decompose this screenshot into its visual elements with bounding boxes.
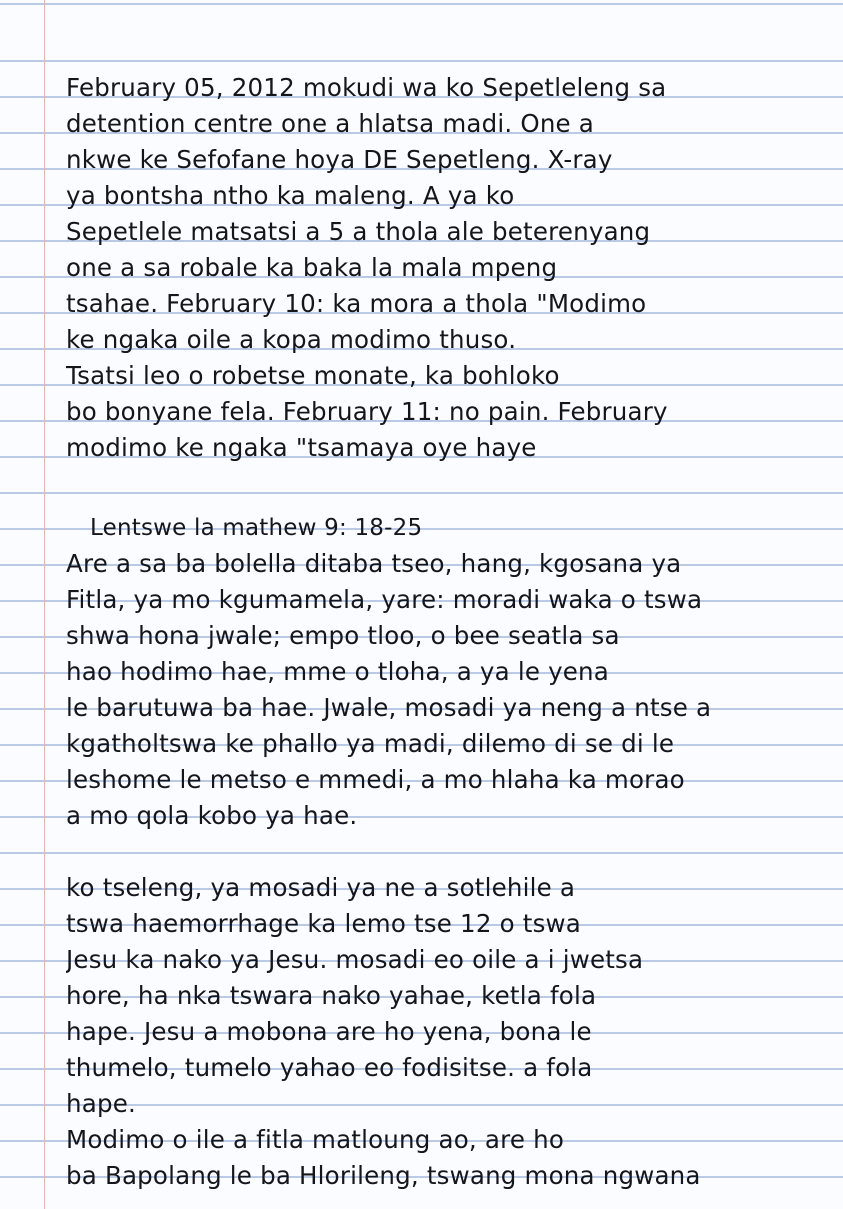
text-line: hape. Jesu a mobona are ho yena, bona le xyxy=(66,1017,592,1046)
margin-line xyxy=(44,0,45,1209)
closing-section xyxy=(66,1122,826,1194)
text-line: tsahae. February 10: ka mora a thola "Modimo xyxy=(66,289,647,318)
text-line: shwa hona jwale; empo tloo, o bee seatla sa xyxy=(66,621,620,650)
text-line: kgatholtswa ke phallo ya madi, dilemo di se di le xyxy=(66,729,675,758)
text-line: Fitla, ya mo kgumamela, yare: moradi waka o tswa xyxy=(66,585,703,614)
spacer xyxy=(66,466,826,488)
text-line: modimo ke ngaka "tsamaya oye haye xyxy=(66,433,537,462)
text-line: nkwe ke Sefofane hoya DE Sepetleng. X-ray xyxy=(66,145,613,174)
story-section xyxy=(66,870,826,1122)
text-line: Jesu ka nako ya Jesu. mosadi eo oile a i jwetsa xyxy=(66,945,644,974)
text-line: one a sa robale ka baka la mala mpeng xyxy=(66,253,558,282)
text-line: Tsatsi leo o robetse monate, ka bohloko xyxy=(66,361,560,390)
text-line: bo bonyane fela. February 11: no pain. February xyxy=(66,397,668,426)
text-line: ko tseleng, ya mosadi ya ne a sotlehile a xyxy=(66,873,576,902)
text-line: ke ngaka oile a kopa modimo thuso. xyxy=(66,325,517,354)
spacer xyxy=(66,488,826,510)
text-line: tswa haemorrhage ka lemo tse 12 o tswa xyxy=(66,909,581,938)
text-line: le barutuwa ba hae. Jwale, mosadi ya neng a ntse a xyxy=(66,693,712,722)
text-line: hore, ha nka tswara nako yahae, ketla fola xyxy=(66,981,597,1010)
text-line: ya bontsha ntho ka maleng. A ya ko xyxy=(66,181,515,210)
spacer xyxy=(66,834,826,870)
text-line: ba Bapolang le ba Hlorileng, tswang mona ngwana xyxy=(66,1161,701,1190)
scripture-heading: Lentswe la mathew 9: 18-25 xyxy=(90,515,423,541)
text-line: leshome le metso e mmedi, a mo hlaha ka morao xyxy=(66,765,685,794)
scripture-section xyxy=(66,510,826,834)
text-line: hape. xyxy=(66,1089,136,1118)
text-line: hao hodimo hae, mme o tloha, a ya le yena xyxy=(66,657,610,686)
diary-entry xyxy=(66,70,826,466)
text-line: Sepetlele matsatsi a 5 a thola ale beterenyang xyxy=(66,217,651,246)
text-line: a mo qola kobo ya hae. xyxy=(66,801,358,830)
handwritten-text xyxy=(66,70,826,1194)
text-line: Are a sa ba bolella ditaba tseo, hang, kgosana ya xyxy=(66,549,682,578)
text-line: Modimo o ile a fitla matloung ao, are ho xyxy=(66,1125,565,1154)
text-line: detention centre one a hlatsa madi. One a xyxy=(66,109,595,138)
text-line: thumelo, tumelo yahao eo fodisitse. a fola xyxy=(66,1053,593,1082)
text-line: February 05, 2012 mokudi wa ko Sepetleleng sa xyxy=(66,73,667,102)
